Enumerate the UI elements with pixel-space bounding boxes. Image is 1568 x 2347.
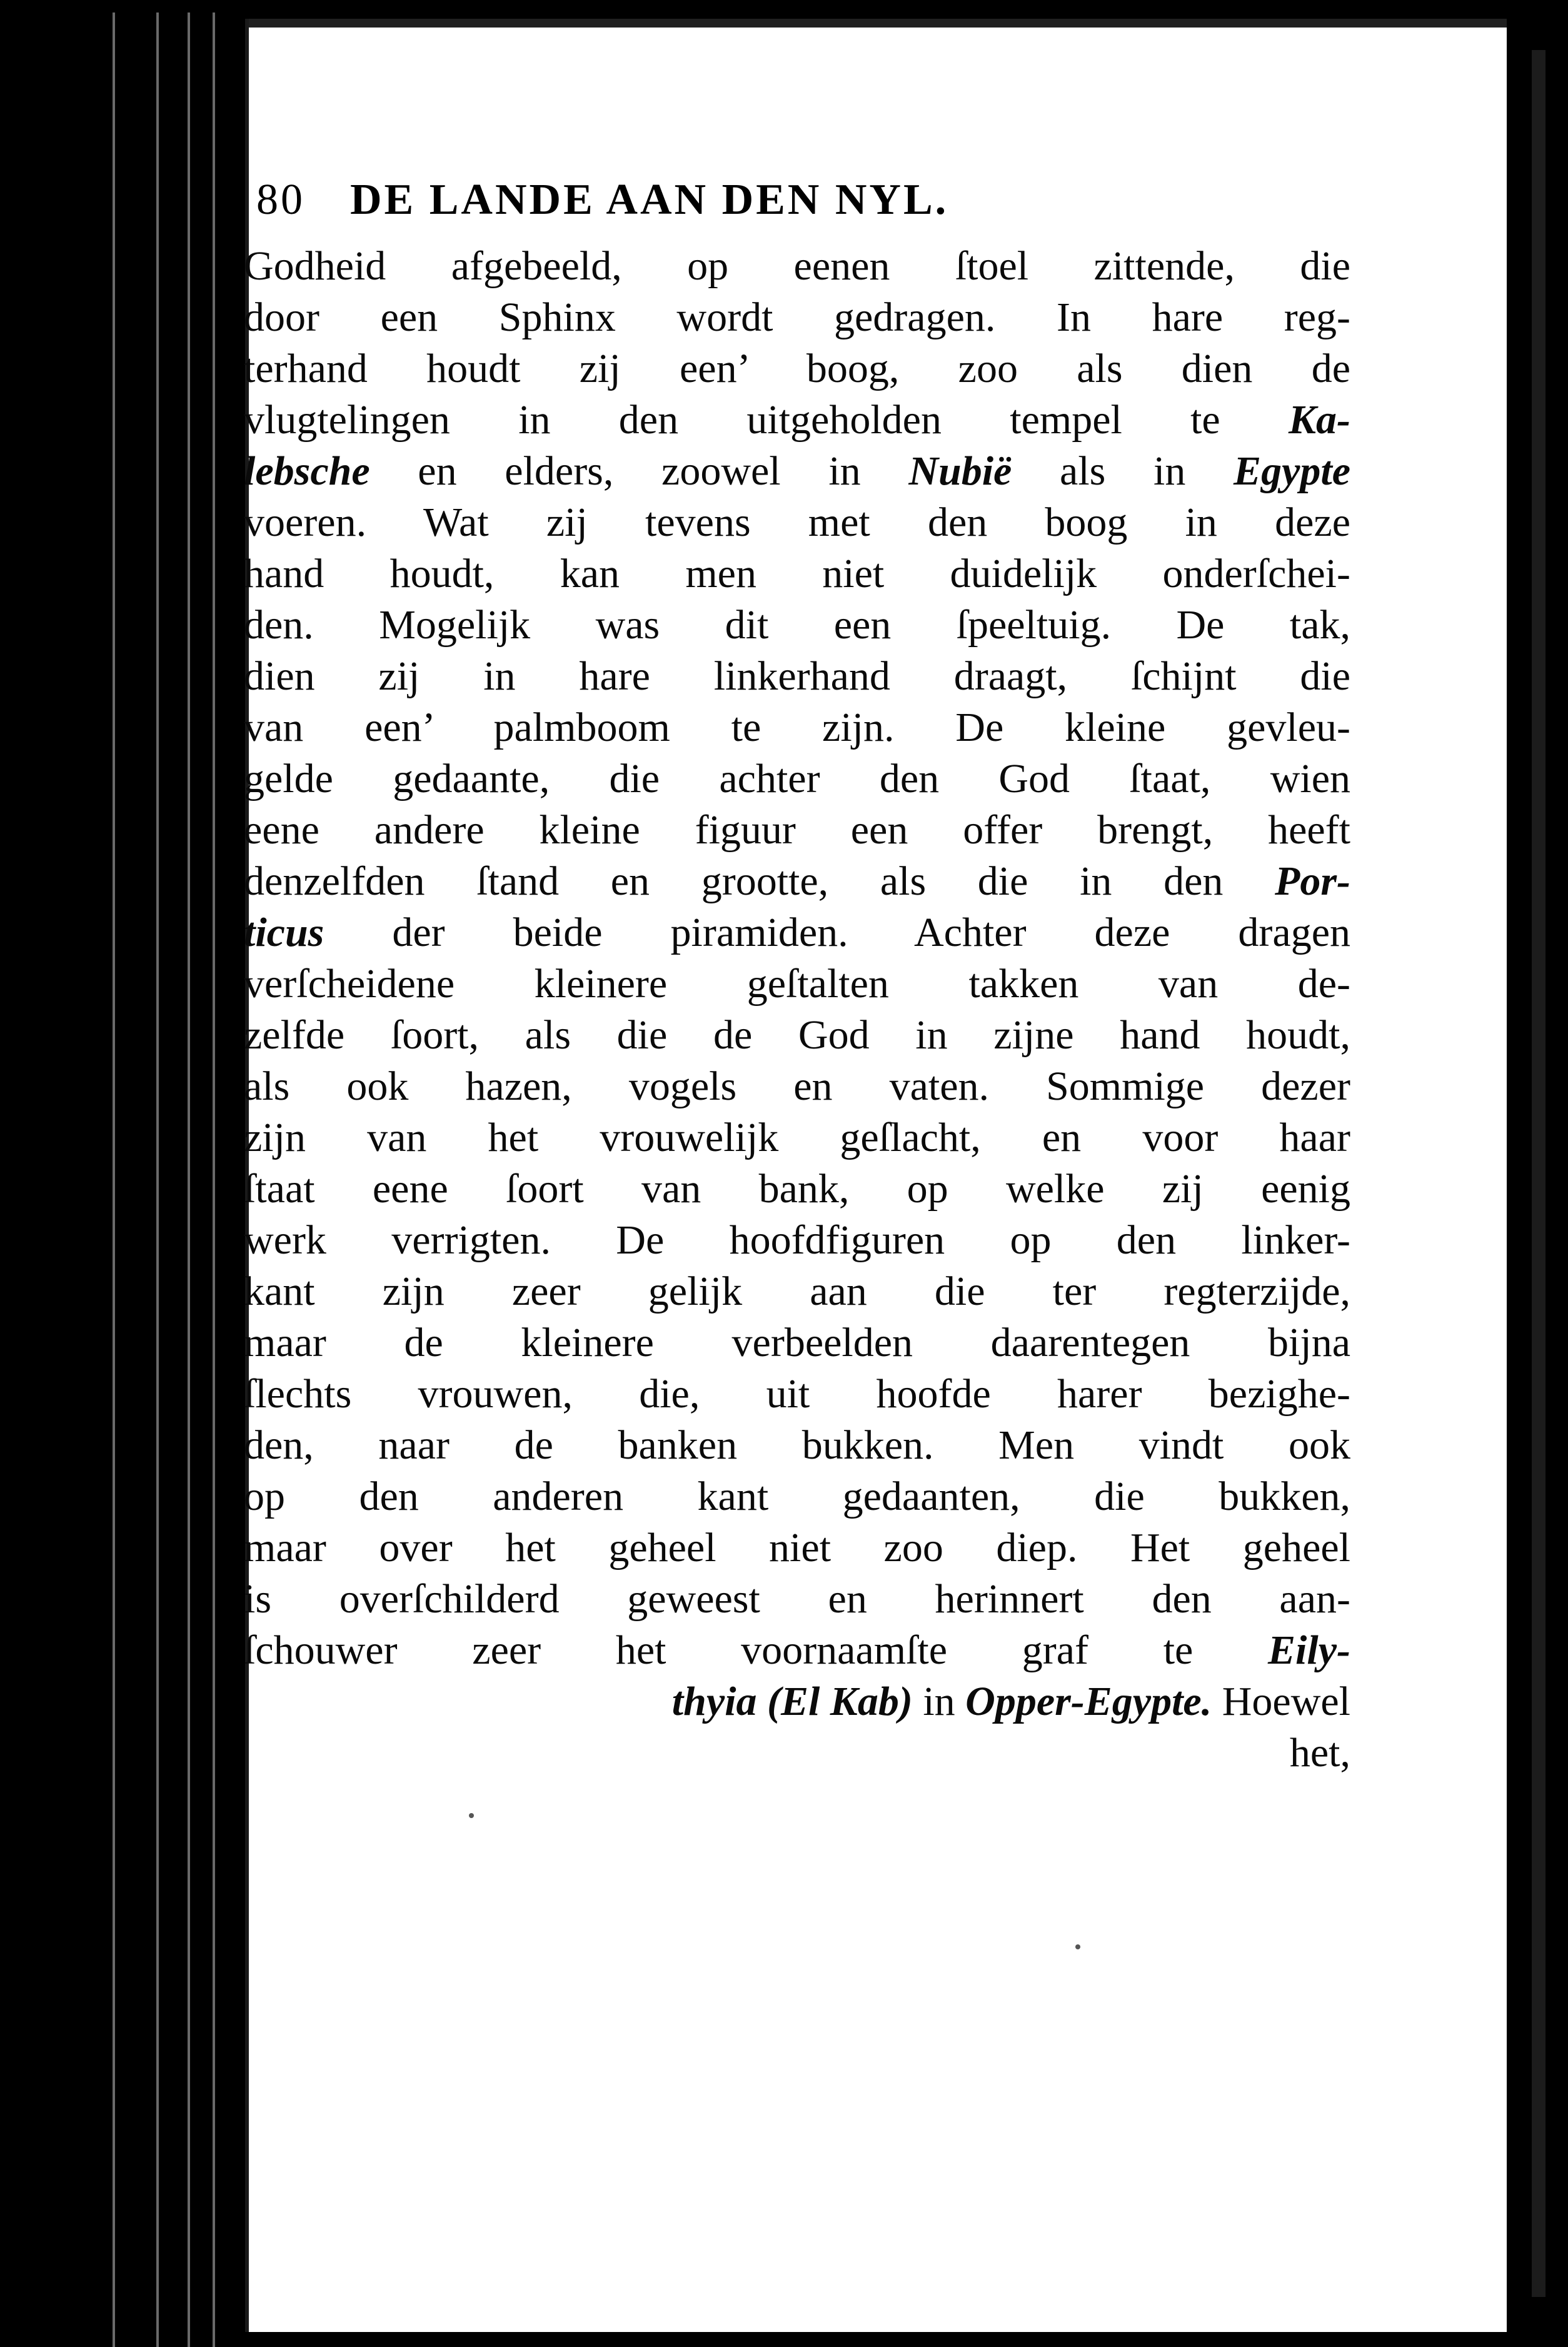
text-line: maar de kleinere verbeelden daarentegen bijna [244,1320,1350,1365]
page-edge-line [113,13,115,2347]
text-line: is overſchilderd geweest en herinnert den aan- [244,1576,1350,1622]
text-line: verſcheidene kleinere geſtalten takken van de- [244,961,1350,1007]
italic-text: lebsche [244,448,370,494]
text-line: hand houdt, kan men niet duidelijk onderſchei- [244,551,1350,596]
text-line: eene andere kleine figuur een offer brengt, heeft [244,807,1350,853]
text-line: den. Mogelijk was dit een ſpeeltuig. De tak, [244,602,1350,648]
text-line: werk verrigten. De hoofdfiguren op den linker- [244,1217,1350,1263]
text-line: voeren. Wat zij tevens met den boog in deze [244,500,1350,545]
italic-text: thyia (El Kab) [671,1679,913,1724]
page-top-edge [249,19,1510,28]
text-run: der beide piramiden. Achter deze dragen [324,910,1350,955]
page-number: 80 [256,176,305,224]
text-run: ſchouwer zeer het voornaamſte graf te [244,1627,1269,1673]
italic-text: Opper-Egypte. [965,1679,1212,1724]
text-run: Hoewel [1212,1679,1350,1724]
italic-text: Por- [1275,858,1350,904]
text-run: vlugtelingen in den uitgeholden tempel te [244,397,1289,443]
text-line [244,395,1350,446]
text-line: ſtaat eene ſoort van bank, op welke zij eenig [244,1166,1350,1212]
ink-speck [469,1813,474,1818]
italic-text: ticus [244,910,324,955]
italic-text: Egypte [1234,448,1350,494]
ink-speck [1075,1944,1080,1949]
text-line [244,856,1350,907]
italic-text: Eily- [1268,1627,1350,1673]
running-header [256,163,1319,244]
text-line: door een Sphinx wordt gedragen. In hare reg- [244,294,1350,340]
text-line [244,446,1350,497]
text-line: kant zijn zeer gelijk aan die ter regterzijde, [244,1269,1350,1314]
text-run: en elders, zoowel in [369,448,909,494]
text-line: op den anderen kant gedaanten, die bukken, [244,1474,1350,1519]
body-text [244,241,1350,1779]
text-line: maar over het geheel niet zoo diep. Het geheel [244,1525,1350,1571]
text-run: als in [1012,448,1234,494]
page-edge-line [213,13,215,2347]
text-run: in [912,1679,966,1724]
page-edge-line [188,13,190,2347]
text-line: den, naar de banken bukken. Men vindt ook [244,1422,1350,1468]
catchword: het, [1289,1730,1350,1776]
italic-text: Ka- [1289,397,1350,443]
text-line: ſlechts vrouwen, die, uit hoofde harer bezighe- [244,1371,1350,1417]
text-line: Godheid afgebeeld, op eenen ſtoel zittende, die [244,243,1350,289]
text-line: gelde gedaante, die achter den God ſtaat, wien [244,756,1350,802]
text-line: zijn van het vrouwelijk geſlacht, en voor haar [244,1115,1350,1160]
book-binding-left [0,0,245,2347]
text-line: zelfde ſoort, als die de God in zijne hand houdt, [244,1012,1350,1058]
text-line [244,1676,1350,1727]
text-line: van een’ palmboom te zijn. De kleine gevleu- [244,705,1350,750]
text-line [244,1625,1350,1676]
text-line [244,907,1350,958]
text-run: denzelfden ſtand en grootte, als die in den [244,858,1275,904]
text-line: terhand houdt zij een’ boog, zoo als dien de [244,346,1350,391]
book-edge-right [1507,0,1568,2347]
page-edge-line [156,13,159,2347]
facing-page-edge [1532,50,1545,2297]
running-title: DE LANDE AAN DEN NYL. [350,176,949,224]
italic-text: Nubië [908,448,1012,494]
text-line: als ook hazen, vogels en vaten. Sommige dezer [244,1063,1350,1109]
text-line: dien zij in hare linkerhand draagt, ſchijnt die [244,653,1350,699]
